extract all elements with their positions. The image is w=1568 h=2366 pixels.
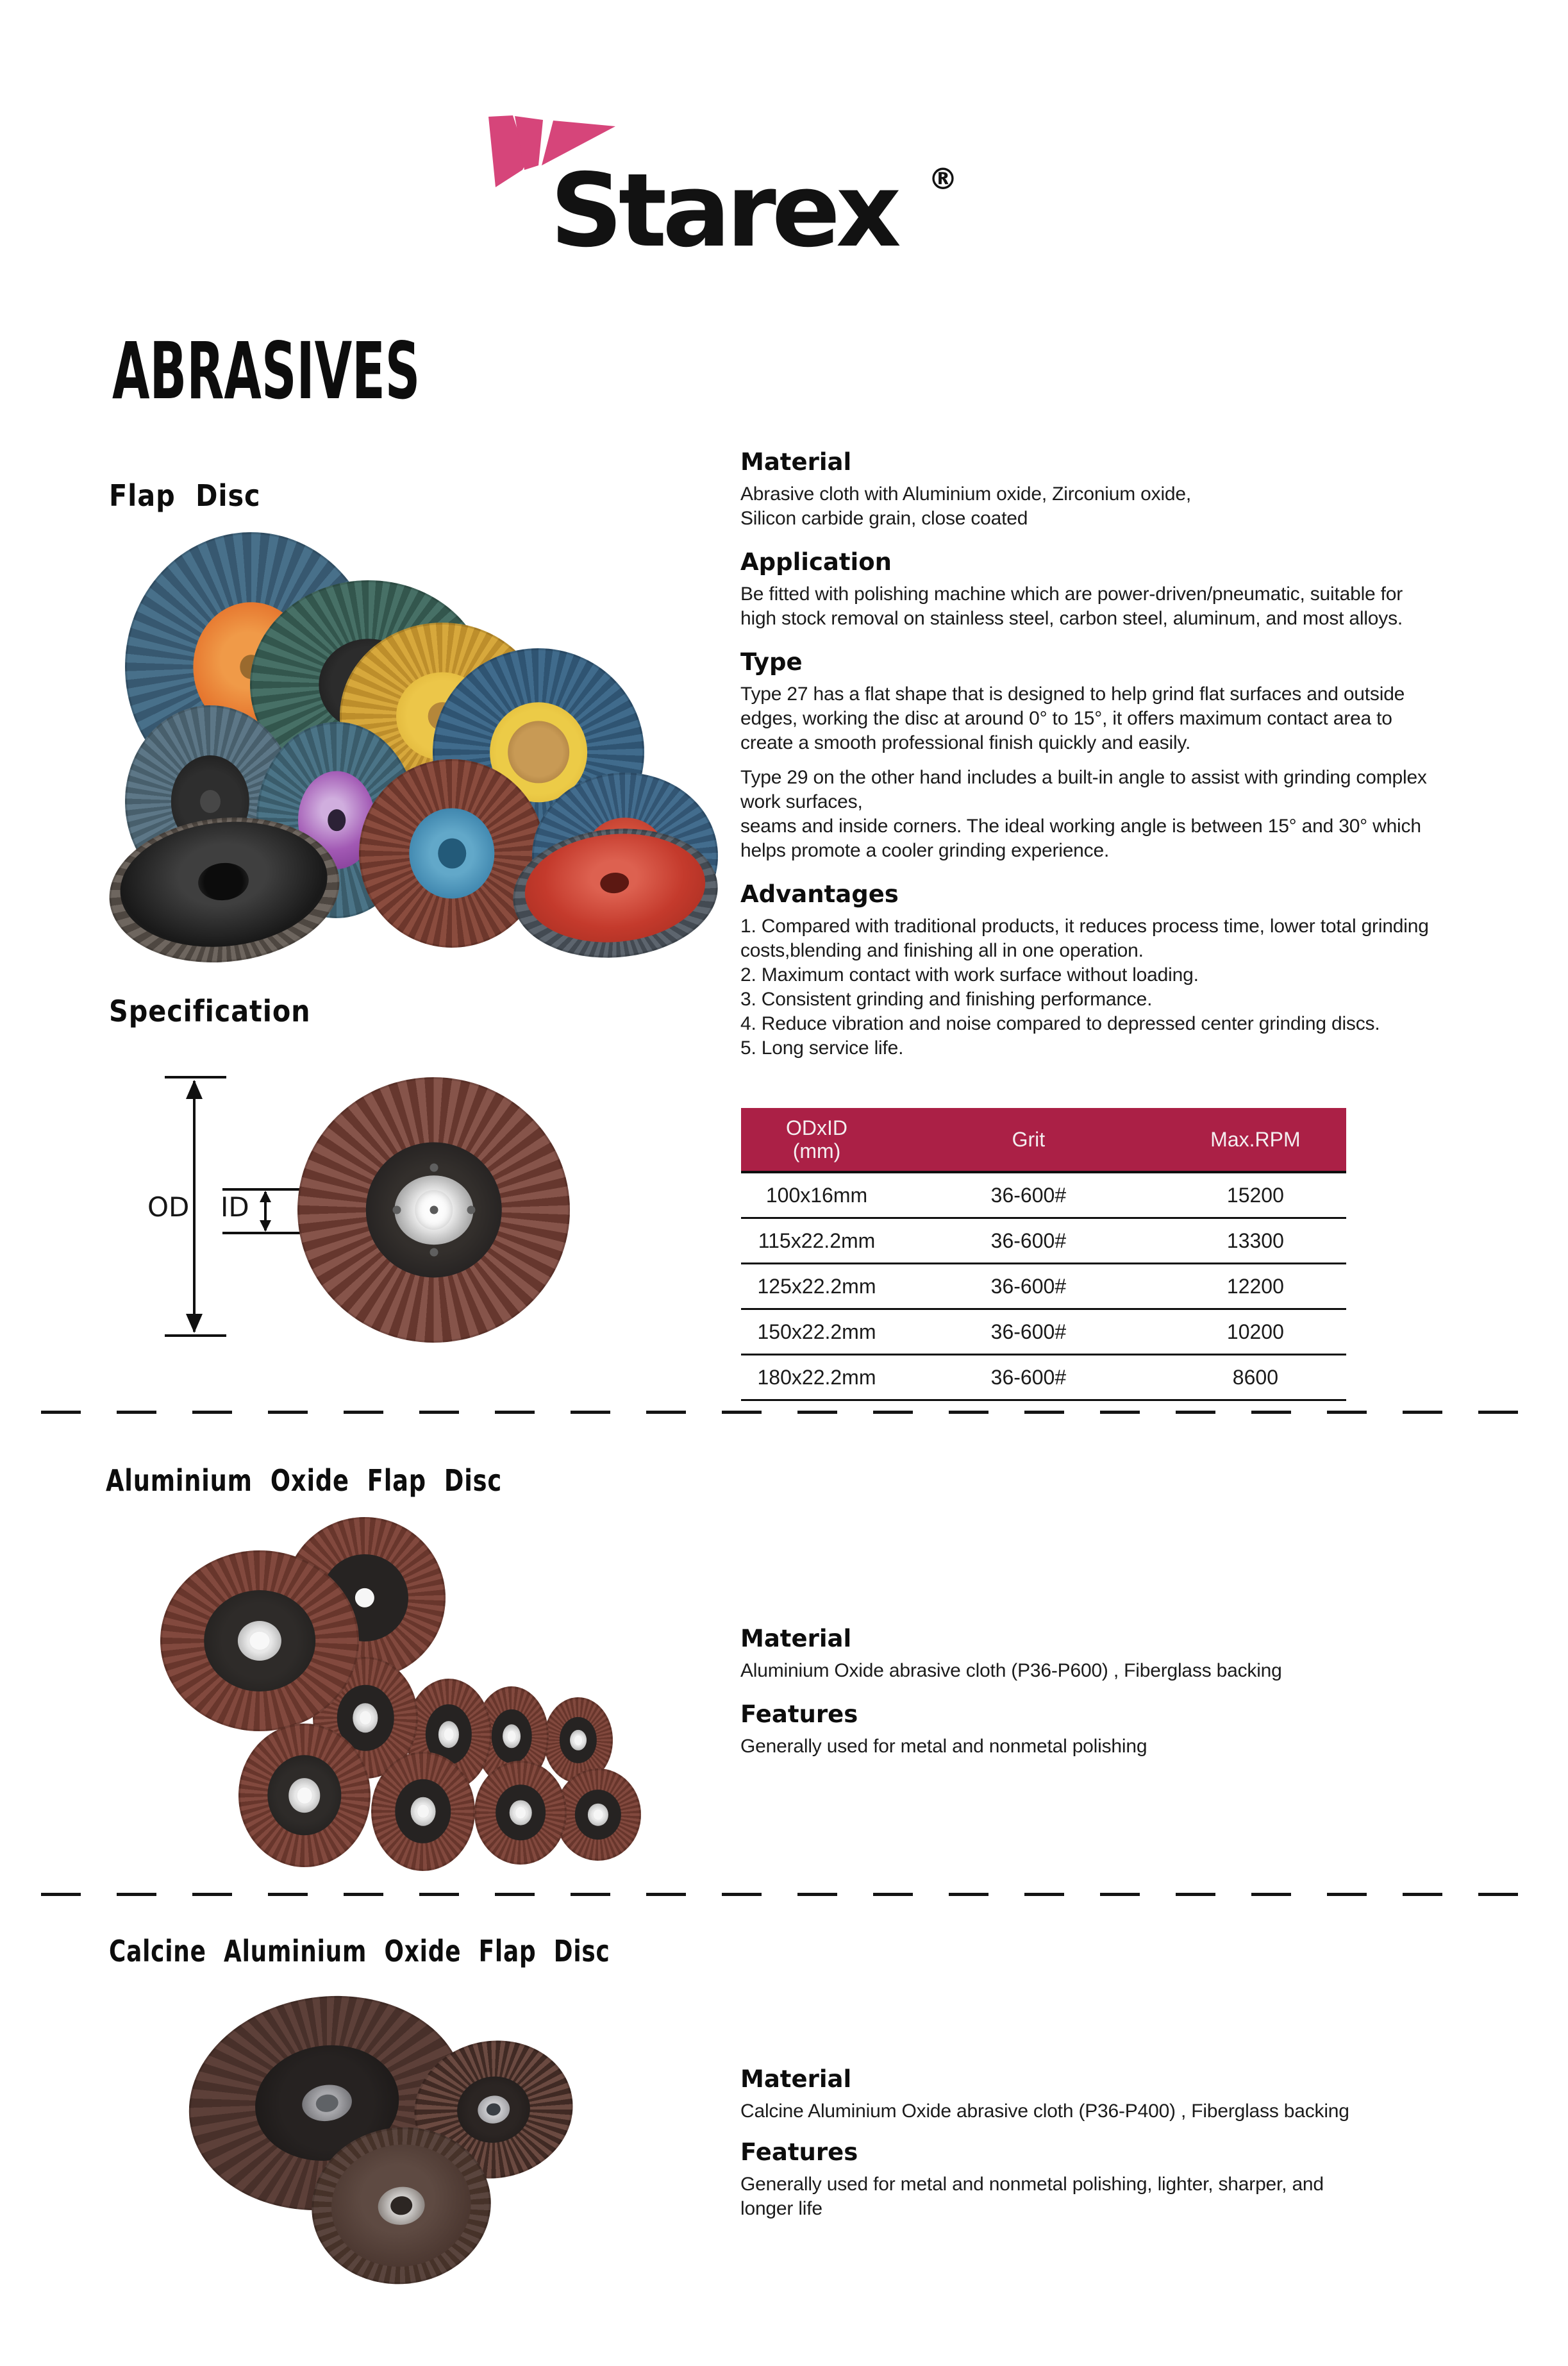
calcine-info	[740, 2066, 1561, 2239]
flap-disc-photo	[83, 528, 712, 952]
section-heading-specification: Specification	[109, 994, 311, 1028]
cell-maxrpm: 13300	[1165, 1218, 1346, 1264]
od-cap-top	[165, 1076, 226, 1078]
features-block	[740, 2139, 1561, 2221]
registered-mark: ®	[928, 162, 958, 196]
hub-screws	[430, 1206, 438, 1214]
text-line: 5. Long service life.	[740, 1037, 904, 1059]
table-row	[741, 1172, 1346, 1218]
material-block	[740, 2066, 1561, 2124]
type-paragraph-1	[740, 682, 1561, 755]
text-line: longer life	[740, 2198, 822, 2219]
page-title: ABRASIVES	[112, 326, 421, 417]
text-line: Abrasive cloth with Aluminium oxide, Zirconium oxide,	[740, 483, 1192, 505]
text-line: 2. Maximum contact with work surface without loading.	[740, 964, 1199, 986]
application-text	[740, 582, 1561, 631]
text-line: create a smooth professional finish quickly and easily.	[740, 732, 1191, 753]
brand-name: Starex	[550, 152, 897, 270]
cell-odxid: 180x22.2mm	[741, 1355, 892, 1400]
table-row	[741, 1218, 1346, 1264]
text-line: Type 27 has a flat shape that is designed to help grind flat surfaces and outside	[740, 684, 1405, 705]
section-divider	[41, 1411, 1528, 1414]
section-divider	[41, 1893, 1528, 1896]
product-disc	[238, 1724, 371, 1867]
material-heading: Material	[740, 1625, 852, 1652]
cell-grit: 36-600#	[892, 1355, 1165, 1400]
type-heading: Type	[740, 648, 803, 676]
product-disc	[474, 1761, 567, 1865]
od-cap-bottom	[165, 1334, 226, 1337]
features-text	[740, 2172, 1561, 2221]
od-label: OD	[147, 1191, 190, 1223]
advantages-list	[740, 914, 1561, 1061]
product-disc	[160, 1550, 359, 1731]
type-block	[740, 649, 1561, 863]
text-line: Generally used for metal and nonmetal polishing	[740, 1736, 1147, 1757]
aluminium-oxide-info	[740, 1625, 1561, 1777]
text-line: 1. Compared with traditional products, it reduces process time, lower total grinding	[740, 916, 1429, 937]
features-block	[740, 1701, 1561, 1759]
text-line: edges, working the disc at around 0° to 15°, it offers maximum contact area to	[740, 708, 1392, 729]
text-line: high stock removal on stainless steel, carbon steel, aluminum, and most alloys.	[740, 608, 1403, 629]
cell-grit: 36-600#	[892, 1309, 1165, 1355]
aluminium-oxide-photo	[160, 1513, 654, 1863]
material-block	[740, 449, 1561, 531]
text-line: costs,blending and finishing all in one operation.	[740, 940, 1144, 961]
cell-maxrpm: 12200	[1165, 1264, 1346, 1309]
specification-table	[741, 1108, 1346, 1401]
column-header-maxrpm: Max.RPM	[1165, 1108, 1346, 1172]
cell-odxid: 100x16mm	[741, 1172, 892, 1218]
calcine-photo	[179, 1984, 615, 2363]
material-block	[740, 1625, 1561, 1683]
features-text	[740, 1734, 1561, 1759]
advantages-heading: Advantages	[740, 880, 899, 908]
cell-maxrpm: 8600	[1165, 1355, 1346, 1400]
arrow-up-icon	[186, 1080, 203, 1099]
table-row	[741, 1309, 1346, 1355]
text-line: Generally used for metal and nonmetal polishing, lighter, sharper, and	[740, 2174, 1324, 2195]
table-row	[741, 1355, 1346, 1400]
text-line: work surfaces,	[740, 791, 863, 812]
application-heading: Application	[740, 548, 892, 576]
features-heading: Features	[740, 1700, 858, 1728]
od-id-diagram	[144, 1058, 708, 1347]
text-line: Be fitted with polishing machine which are power-driven/pneumatic, suitable for	[740, 583, 1403, 605]
cell-grit: 36-600#	[892, 1172, 1165, 1218]
specification-disc	[297, 1077, 570, 1343]
flap-disc-info	[740, 449, 1561, 1078]
column-header-odxid: ODxID (mm)	[741, 1108, 892, 1172]
cell-grit: 36-600#	[892, 1218, 1165, 1264]
text-line: Silicon carbide grain, close coated	[740, 508, 1028, 529]
material-text	[740, 1659, 1561, 1683]
advantages-block	[740, 881, 1561, 1061]
section-heading-aluminium-oxide: Aluminium Oxide Flap Disc	[106, 1463, 502, 1498]
text-line: 4. Reduce vibration and noise compared to depressed center grinding discs.	[740, 1013, 1380, 1034]
text-line: Calcine Aluminium Oxide abrasive cloth (P36-P400) , Fiberglass backing	[740, 2101, 1349, 2122]
cell-odxid: 115x22.2mm	[741, 1218, 892, 1264]
product-disc	[371, 1752, 475, 1871]
arrow-down-icon	[186, 1314, 203, 1333]
cell-grit: 36-600#	[892, 1264, 1165, 1309]
arrow-up-icon	[260, 1191, 271, 1202]
product-disc	[359, 759, 545, 948]
text-line: seams and inside corners. The ideal working angle is between 15° and 30° which	[740, 816, 1421, 837]
material-heading: Material	[740, 2065, 852, 2093]
material-heading: Material	[740, 448, 852, 476]
text-line: 3. Consistent grinding and finishing performance.	[740, 989, 1153, 1010]
column-header-grit: Grit	[892, 1108, 1165, 1172]
product-disc	[555, 1768, 641, 1861]
cell-odxid: 150x22.2mm	[741, 1309, 892, 1355]
od-dimension-line	[193, 1081, 196, 1332]
text-line: Aluminium Oxide abrasive cloth (P36-P600) , Fiberglass backing	[740, 1660, 1282, 1681]
section-heading-flap-disc: Flap Disc	[109, 478, 261, 513]
cell-maxrpm: 10200	[1165, 1309, 1346, 1355]
table-row	[741, 1264, 1346, 1309]
material-text	[740, 2099, 1561, 2124]
arrow-down-icon	[260, 1220, 271, 1232]
cell-maxrpm: 15200	[1165, 1172, 1346, 1218]
material-text	[740, 482, 1561, 531]
text-line: Type 29 on the other hand includes a built-in angle to assist with grinding complex	[740, 767, 1427, 788]
table-header-row	[741, 1108, 1346, 1172]
cell-odxid: 125x22.2mm	[741, 1264, 892, 1309]
text-line: helps promote a cooler grinding experience.	[740, 840, 1110, 861]
application-block	[740, 549, 1561, 631]
type-paragraph-2	[740, 766, 1561, 863]
features-heading: Features	[740, 2138, 858, 2166]
section-heading-calcine: Calcine Aluminium Oxide Flap Disc	[109, 1934, 610, 1968]
id-label: ID	[221, 1191, 249, 1223]
